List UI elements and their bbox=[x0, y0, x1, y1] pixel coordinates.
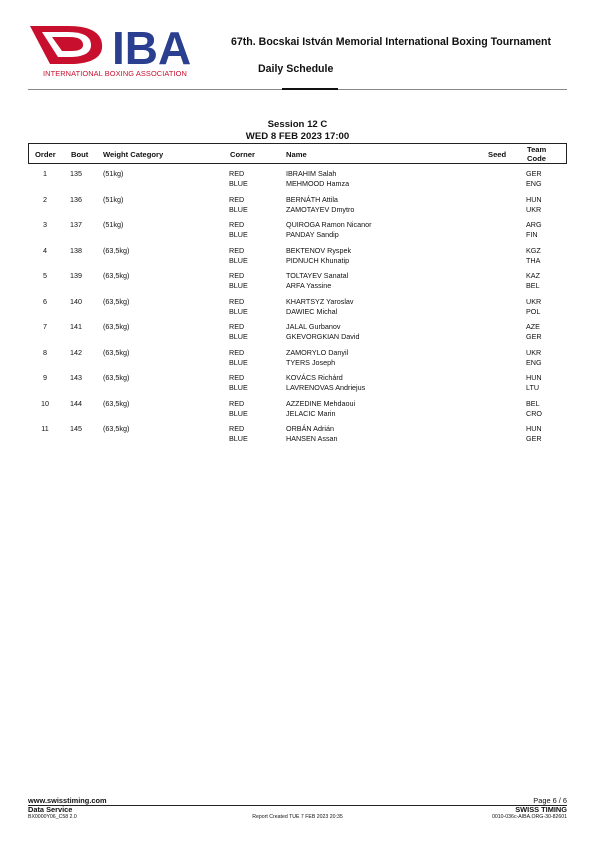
header-divider-accent bbox=[282, 88, 338, 90]
bout-order: 7 bbox=[43, 322, 47, 331]
boxer-red-name: BERNÁTH Attila bbox=[286, 194, 338, 204]
boxer-red-name: JALAL Gurbanov bbox=[286, 322, 341, 331]
table-row bbox=[28, 220, 567, 246]
team-red-code: BEL bbox=[526, 398, 540, 408]
boxer-blue-name: JELACIC Marin bbox=[286, 408, 336, 418]
boxer-red-name: KHARTSYZ Yaroslav bbox=[286, 296, 354, 306]
bout-order: 4 bbox=[43, 245, 47, 255]
bout-order: 1 bbox=[43, 169, 47, 178]
table-row bbox=[28, 399, 567, 425]
bout-number: 137 bbox=[70, 220, 82, 229]
corner-red: RED bbox=[229, 271, 245, 280]
boxer-red-name: ORBÁN Adrián bbox=[286, 424, 334, 433]
page-number: Page 6 / 6 bbox=[533, 796, 567, 805]
bout-number: 144 bbox=[70, 398, 82, 408]
table-row bbox=[28, 348, 567, 374]
bout-order: 11 bbox=[41, 424, 49, 433]
bout-number: 140 bbox=[70, 296, 82, 306]
bout-number: 141 bbox=[70, 322, 82, 331]
boxer-red-name: BEKTENOV Ryspek bbox=[286, 245, 352, 255]
header-team-line1: Team bbox=[527, 145, 547, 154]
team-red-code: HUN bbox=[526, 194, 542, 204]
team-blue-code: ENG bbox=[526, 179, 542, 188]
team-red-code: KAZ bbox=[526, 271, 540, 280]
boxer-blue-name: HANSEN Assan bbox=[286, 434, 338, 443]
bout-list bbox=[28, 169, 567, 450]
weight-category: (51kg) bbox=[103, 194, 124, 204]
bout-number: 142 bbox=[70, 347, 82, 357]
corner-red: RED bbox=[229, 322, 245, 331]
bout-order: 2 bbox=[43, 194, 47, 204]
boxer-blue-name: PIDNUCH Khunatip bbox=[286, 255, 350, 265]
boxer-blue-name: ARFA Yassine bbox=[286, 281, 332, 290]
corner-blue: BLUE bbox=[229, 306, 248, 316]
boxer-red-name: QUIROGA Ramon Nicanor bbox=[286, 220, 372, 229]
corner-blue: BLUE bbox=[229, 230, 248, 239]
corner-red: RED bbox=[229, 169, 245, 178]
header-bout: Bout bbox=[71, 150, 89, 159]
corner-red: RED bbox=[229, 296, 245, 306]
team-blue-code: LTU bbox=[526, 383, 540, 392]
table-row bbox=[28, 195, 567, 221]
weight-category: (63,5kg) bbox=[103, 398, 130, 408]
header-corner: Corner bbox=[230, 150, 255, 159]
weight-category: (51kg) bbox=[103, 169, 124, 178]
boxer-blue-name: TYERS Joseph bbox=[286, 357, 336, 367]
corner-blue: BLUE bbox=[229, 204, 248, 214]
weight-category: (63,5kg) bbox=[103, 271, 130, 280]
boxer-blue-name: LAVRENOVAS Andriejus bbox=[286, 383, 366, 392]
iba-logo-mark bbox=[28, 22, 228, 70]
team-blue-code: POL bbox=[526, 306, 541, 316]
weight-category: (63,5kg) bbox=[103, 322, 130, 331]
corner-blue: BLUE bbox=[229, 408, 248, 418]
header-name: Name bbox=[286, 150, 307, 159]
weight-category: (63,5kg) bbox=[103, 245, 130, 255]
corner-red: RED bbox=[229, 373, 245, 382]
weight-category: (63,5kg) bbox=[103, 347, 130, 357]
header-weight-category: Weight Category bbox=[103, 150, 164, 159]
team-red-code: AZE bbox=[526, 322, 540, 331]
corner-red: RED bbox=[229, 347, 245, 357]
boxer-red-name: TOLTAYEV Sanatal bbox=[286, 271, 349, 280]
bout-number: 139 bbox=[70, 271, 82, 280]
team-red-code: HUN bbox=[526, 424, 542, 433]
table-row bbox=[28, 297, 567, 323]
boxer-blue-name: DAWIEC Michal bbox=[286, 306, 338, 316]
team-blue-code: ENG bbox=[526, 357, 542, 367]
team-red-code: UKR bbox=[526, 347, 542, 357]
table-header bbox=[28, 143, 567, 164]
header-order: Order bbox=[35, 150, 56, 159]
team-blue-code: BEL bbox=[526, 281, 540, 290]
tournament-title: 67th. Bocskai István Memorial International Boxing Tournament bbox=[231, 36, 552, 48]
corner-blue: BLUE bbox=[229, 332, 248, 341]
header-team-line2: Code bbox=[527, 154, 546, 163]
team-blue-code: CRO bbox=[526, 408, 542, 418]
weight-category: (51kg) bbox=[103, 220, 124, 229]
bout-order: 8 bbox=[43, 347, 47, 357]
bout-order: 3 bbox=[43, 220, 47, 229]
boxer-blue-name: PANDAY Sandip bbox=[286, 230, 339, 239]
bout-number: 145 bbox=[70, 424, 82, 433]
corner-blue: BLUE bbox=[229, 434, 248, 443]
team-blue-code: UKR bbox=[526, 204, 542, 214]
team-blue-code: FIN bbox=[526, 230, 538, 239]
report-code: BX0000Y06_C58 2.0 bbox=[28, 814, 77, 820]
table-row bbox=[28, 169, 567, 195]
session-name: Session 12 C bbox=[267, 119, 328, 130]
team-red-code: HUN bbox=[526, 373, 542, 382]
iba-logo bbox=[28, 22, 228, 84]
table-row bbox=[28, 271, 567, 297]
table-row bbox=[28, 373, 567, 399]
team-red-code: GER bbox=[526, 169, 542, 178]
team-red-code: UKR bbox=[526, 296, 542, 306]
corner-blue: BLUE bbox=[229, 383, 248, 392]
boxer-red-name: AZZEDINE Mehdaoui bbox=[286, 398, 356, 408]
boxer-red-name: IBRAHIM Salah bbox=[286, 169, 337, 178]
table-row bbox=[28, 322, 567, 348]
logo-subtitle: INTERNATIONAL BOXING ASSOCIATION bbox=[43, 69, 187, 78]
bout-order: 9 bbox=[43, 373, 47, 382]
corner-red: RED bbox=[229, 194, 245, 204]
corner-blue: BLUE bbox=[229, 179, 248, 188]
corner-blue: BLUE bbox=[229, 357, 248, 367]
bout-order: 10 bbox=[41, 398, 49, 408]
team-red-code: KGZ bbox=[526, 245, 541, 255]
weight-category: (63,5kg) bbox=[103, 296, 130, 306]
boxer-blue-name: ZAMOTAYEV Dmytro bbox=[286, 204, 355, 214]
table-row bbox=[28, 424, 567, 450]
footer-swiss-timing: SWISS TIMING bbox=[515, 805, 567, 814]
bout-order: 6 bbox=[43, 296, 47, 306]
footer-data-service: Data Service bbox=[28, 805, 73, 814]
boxer-blue-name: MEHMOOD Hamza bbox=[286, 179, 350, 188]
session-datetime: WED 8 FEB 2023 17:00 bbox=[245, 131, 350, 142]
footer-divider bbox=[28, 805, 567, 806]
boxer-red-name: ZAMORYLO Danyil bbox=[286, 347, 349, 357]
bout-number: 136 bbox=[70, 194, 82, 204]
boxer-blue-name: GKEVORGKIAN David bbox=[286, 332, 360, 341]
team-red-code: ARG bbox=[526, 220, 542, 229]
report-reference: 0010-036c-AIBA.ORG-30-82601 bbox=[492, 814, 567, 820]
corner-red: RED bbox=[229, 245, 245, 255]
corner-red: RED bbox=[229, 424, 245, 433]
logo-wordmark: IBA bbox=[112, 22, 192, 70]
header-team-code bbox=[527, 145, 546, 163]
corner-red: RED bbox=[229, 220, 245, 229]
weight-category: (63,5kg) bbox=[103, 424, 130, 433]
corner-blue: BLUE bbox=[229, 255, 248, 265]
boxer-red-name: KOVÁCS Richárd bbox=[286, 373, 343, 382]
weight-category: (63,5kg) bbox=[103, 373, 130, 382]
footer-url[interactable]: www.swisstiming.com bbox=[28, 796, 107, 805]
team-blue-code: GER bbox=[526, 332, 542, 341]
corner-red: RED bbox=[229, 398, 245, 408]
table-row bbox=[28, 246, 567, 272]
bout-order: 5 bbox=[43, 271, 47, 280]
bout-number: 135 bbox=[70, 169, 82, 178]
report-created: Report Created TUE 7 FEB 2023 20:35 bbox=[252, 814, 343, 820]
team-blue-code: THA bbox=[526, 255, 541, 265]
team-blue-code: GER bbox=[526, 434, 542, 443]
header-seed: Seed bbox=[488, 150, 507, 159]
schedule-title: Daily Schedule bbox=[258, 63, 334, 75]
corner-blue: BLUE bbox=[229, 281, 248, 290]
bout-number: 138 bbox=[70, 245, 82, 255]
bout-number: 143 bbox=[70, 373, 82, 382]
